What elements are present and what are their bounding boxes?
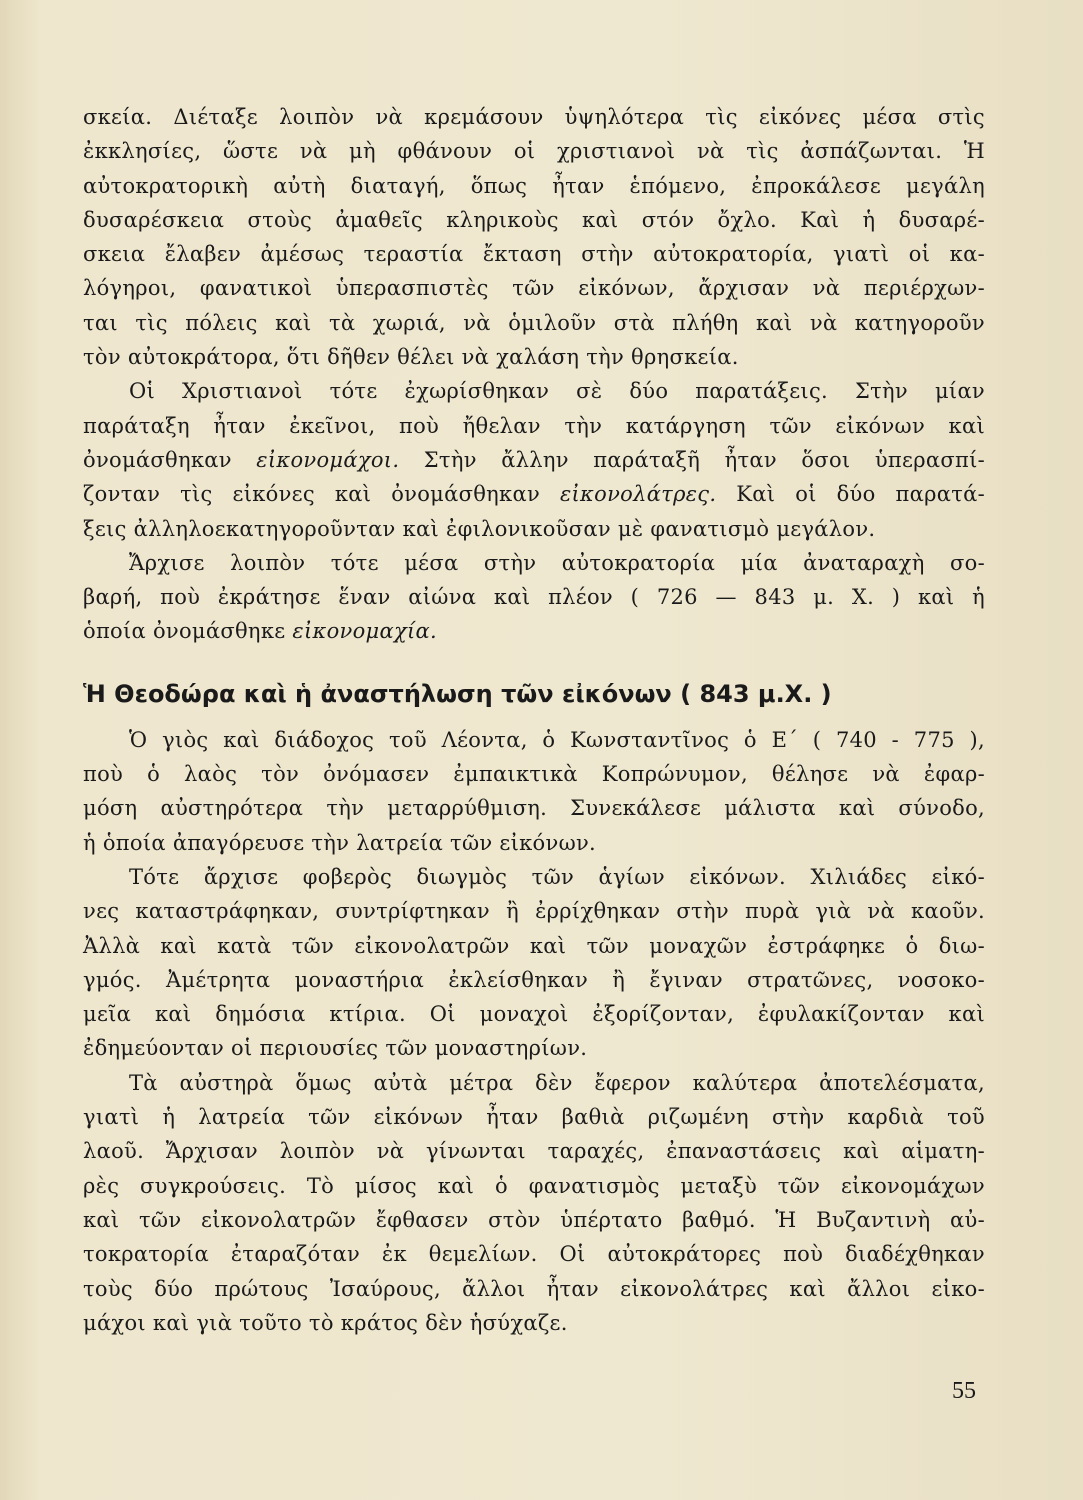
text-line: ποὺ ὁ λαὸς τὸν ὀνόμασεν ἐμπαικτικὰ Κοπρώνυμον, θέλησε νὰ ἐφαρ- [83, 762, 985, 787]
text-line: αὐτοκρατορικὴ αὐτὴ διαταγή, ὅπως ἦταν ἑπόμενο, ἐπροκάλεσε μεγάλη [83, 173, 985, 198]
text-line: ται τὶς πόλεις καὶ τὰ χωριά, νὰ ὁμιλοῦν στὰ πλήθη καὶ νὰ κατηγοροῦν [83, 310, 985, 335]
paragraph [83, 374, 985, 545]
text-line: γμός. Ἀμέτρητα μοναστήρια ἐκλείσθηκαν ἢ ἔγιναν στρατῶνες, νοσοκο- [83, 967, 985, 992]
text-line: τοὺς δύο πρώτους Ἰσαύρους, ἄλλοι ἦταν εἰκονολάτρες καὶ ἄλλοι εἰκο- [83, 1276, 985, 1301]
text-line: Τὰ αὐστηρὰ ὅμως αὐτὰ μέτρα δὲν ἔφερον καλύτερα ἀποτελέσματα, [129, 1070, 985, 1095]
paragraph [83, 860, 985, 1066]
text-run: ζονταν τὶς εἰκόνες καὶ ὀνομάσθηκαν [83, 482, 560, 507]
text-line: μόση αὐστηρότερα τὴν μεταρρύθμιση. Συνεκάλεσε μάλιστα καὶ σύνοδο, [83, 796, 985, 821]
text-line: ἐδημεύονταν οἱ περιουσίες τῶν μοναστηρίων. [83, 1036, 588, 1061]
text-column [83, 100, 985, 1340]
paragraph [83, 100, 985, 374]
text-line: μεῖα καὶ δημόσια κτίρια. Οἱ μοναχοὶ ἐξορίζονταν, ἐφυλακίζονταν καὶ [83, 1002, 985, 1027]
text-line: ρὲς συγκρούσεις. Τὸ μίσος καὶ ὁ φανατισμὸς μεταξὺ τῶν εἰκονομάχων [83, 1173, 985, 1198]
text-line: καὶ τῶν εἰκονολατρῶν ἔφθασεν στὸν ὑπέρτατο βαθμό. Ἡ Βυζαντινὴ αὐ- [83, 1207, 985, 1232]
text-line: τὸν αὐτοκράτορα, ὅτι δῆθεν θέλει νὰ χαλάση τὴν θρησκεία. [83, 345, 739, 370]
text-line [83, 477, 985, 511]
text-run: ὁποία ὀνομάσθηκε [83, 619, 293, 644]
text-line: γιατὶ ἡ λατρεία τῶν εἰκόνων ἦταν βαθιὰ ριζωμένη στὴν καρδιὰ τοῦ [83, 1105, 985, 1130]
text-line: ἐκκλησίες, ὥστε νὰ μὴ φθάνουν οἱ χριστιανοὶ νὰ τὶς ἀσπάζωνται. Ἡ [83, 139, 985, 164]
italic-term: εἰκονολάτρες. [559, 482, 717, 507]
paragraph [83, 546, 985, 649]
italic-term: εἰκονομάχοι. [256, 447, 400, 472]
text-line: Ὁ γιὸς καὶ διάδοχος τοῦ Λέοντα, ὁ Κωνσταντῖνος ὁ Ε΄ ( 740 - 775 ), [129, 727, 985, 752]
text-line [83, 443, 985, 477]
text-line: τοκρατορία ἐταραζόταν ἐκ θεμελίων. Οἱ αὐτοκράτορες ποὺ διαδέχθηκαν [83, 1242, 985, 1267]
paragraph [83, 1066, 985, 1340]
text-run: Στὴν ἄλλην παράταξῆ ἦταν ὅσοι ὑπερασπί- [399, 447, 985, 472]
text-run: Καὶ οἱ δύο παρατά- [716, 482, 985, 507]
section-heading: Ἡ Θεοδώρα καὶ ἡ ἀναστήλωση τῶν εἰκόνων ( 843 μ.Χ. ) [83, 679, 832, 708]
text-run: ὀνομάσθηκαν [83, 447, 257, 472]
text-line: λαοῦ. Ἄρχισαν λοιπὸν νὰ γίνωνται ταραχές, ἐπαναστάσεις καὶ αἱματη- [83, 1139, 985, 1164]
text-line: Ἄρχισε λοιπὸν τότε μέσα στὴν αὐτοκρατορία μία ἀναταραχὴ σο- [129, 550, 985, 575]
text-line: παράταξη ἦταν ἐκεῖνοι, ποὺ ἤθελαν τὴν κατάργηση τῶν εἰκόνων καὶ [83, 413, 985, 438]
text-line: Τότε ἄρχισε φοβερὸς διωγμὸς τῶν ἁγίων εἰκόνων. Χιλιάδες εἰκό- [129, 864, 985, 889]
page-number: 55 [952, 1378, 976, 1404]
text-line: λόγηροι, φανατικοὶ ὑπερασπιστὲς τῶν εἰκόνων, ἄρχισαν νὰ περιέρχων- [83, 276, 985, 301]
text-line: βαρή, ποὺ ἐκράτησε ἕναν αἰώνα καὶ πλέον ( 726 — 843 μ. Χ. ) καὶ ἡ [83, 585, 985, 610]
italic-term: εἰκονομαχία. [292, 619, 437, 644]
text-line: ξεις ἀλληλοεκατηγοροῦνταν καὶ ἐφιλονικοῦσαν μὲ φανατισμὸ μεγάλον. [83, 516, 876, 541]
text-line [83, 614, 985, 648]
text-line: νες καταστράφηκαν, συντρίφτηκαν ἢ ἐρρίχθηκαν στὴν πυρὰ γιὰ νὰ καοῦν. [83, 899, 985, 924]
text-line: μάχοι καὶ γιὰ τοῦτο τὸ κράτος δὲν ἡσύχαζε. [83, 1310, 568, 1335]
text-line: Ἀλλὰ καὶ κατὰ τῶν εἰκονολατρῶν καὶ τῶν μοναχῶν ἐστράφηκε ὁ διω- [83, 933, 985, 958]
text-line: σκεία. Διέταξε λοιπὸν νὰ κρεμάσουν ὑψηλότερα τὶς εἰκόνες μέσα στὶς [83, 105, 985, 129]
text-line: ἡ ὁποία ἀπαγόρευσε τὴν λατρεία τῶν εἰκόνων. [83, 830, 597, 855]
text-line: σκεια ἔλαβεν ἀμέσως τεραστία ἔκταση στὴν αὐτοκρατορία, γιατὶ οἱ κα- [83, 242, 985, 267]
text-line: δυσαρέσκεια στοὺς ἀμαθεῖς κληρικοὺς καὶ στόν ὄχλο. Καὶ ἡ δυσαρέ- [83, 207, 985, 232]
text-line: Οἱ Χριστιανοὶ τότε ἐχωρίσθηκαν σὲ δύο παρατάξεις. Στὴν μίαν [129, 379, 985, 404]
paragraph [83, 723, 985, 860]
